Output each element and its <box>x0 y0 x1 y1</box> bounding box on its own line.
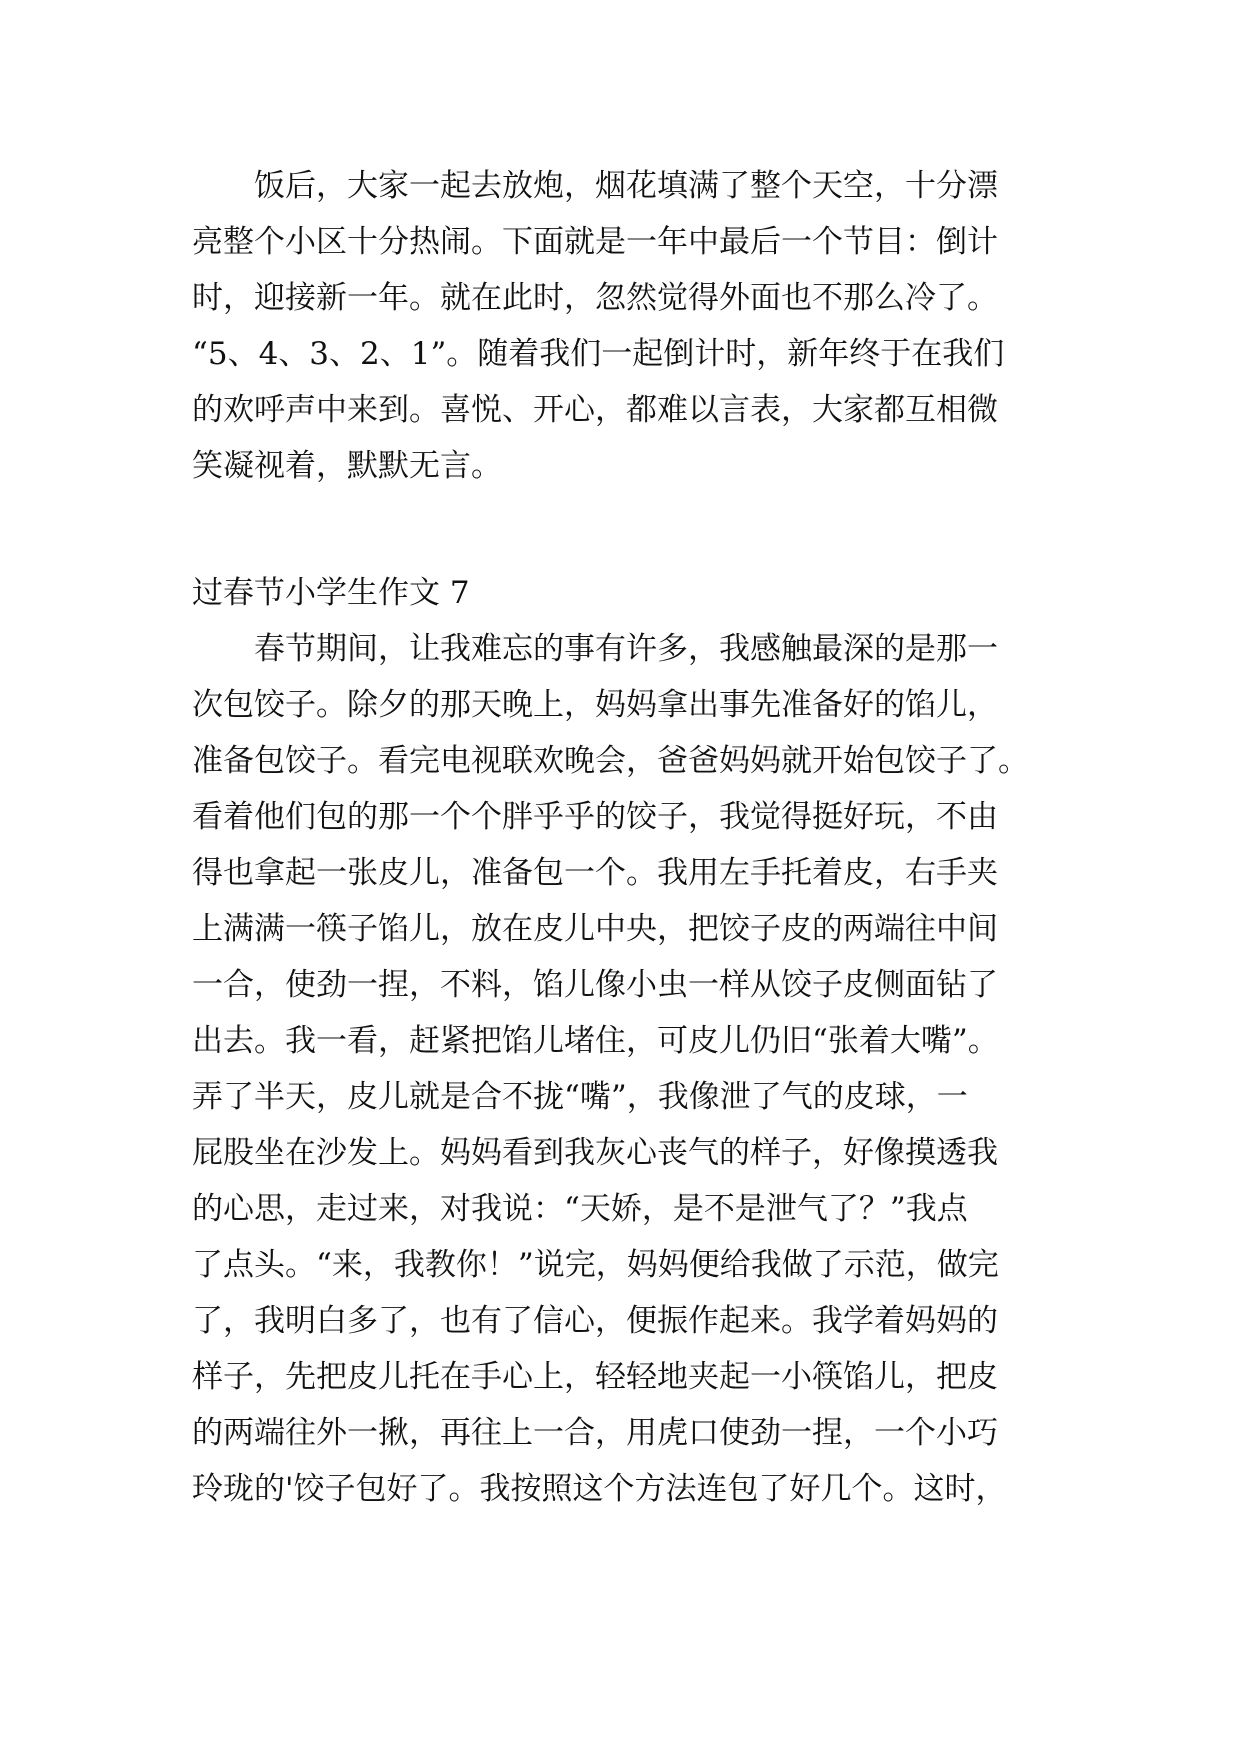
text-line: 了点头。“来，我教你！”说完，妈妈便给我做了示范，做完 <box>192 1247 999 1283</box>
text-line: 样子，先把皮儿托在手心上，轻轻地夹起一小筷馅儿，把皮 <box>192 1359 998 1395</box>
text-line: 饭后，大家一起去放炮，烟花填满了整个天空，十分漂 <box>192 168 998 204</box>
text-line: 次包饺子。除夕的那天晚上，妈妈拿出事先准备好的馅儿， <box>192 687 998 723</box>
text-line: 的欢呼声中来到。喜悦、开心，都难以言表，大家都互相微 <box>192 392 998 428</box>
text-line: 时，迎接新一年。就在此时，忽然觉得外面也不那么冷了。 <box>192 280 998 316</box>
paragraph-fireworks <box>192 158 1072 494</box>
text-line: 的两端往外一揪，再往上一合，用虎口使劲一捏，一个小巧 <box>192 1415 998 1451</box>
text-line: 的心思，走过来，对我说：“天娇，是不是泄气了？”我点 <box>192 1191 968 1227</box>
text-line: 准备包饺子。看完电视联欢晚会，爸爸妈妈就开始包饺子了。 <box>192 743 1029 779</box>
text-line: 笑凝视着，默默无言。 <box>192 448 502 484</box>
text-line: 看着他们包的那一个个胖乎乎的饺子，我觉得挺好玩，不由 <box>192 799 998 835</box>
text-line: 了，我明白多了，也有了信心，便振作起来。我学着妈妈的 <box>192 1303 998 1339</box>
text-line: 玲珑的'饺子包好了。我按照这个方法连包了好几个。这时， <box>192 1471 1007 1507</box>
text-line: 一合，使劲一捏，不料，馅儿像小虫一样从饺子皮侧面钻了 <box>192 967 998 1003</box>
paragraph-dumplings <box>192 621 1072 1517</box>
text-line: 亮整个小区十分热闹。下面就是一年中最后一个节目：倒计 <box>192 224 998 260</box>
text-line: 得也拿起一张皮儿，准备包一个。我用左手托着皮，右手夹 <box>192 855 998 891</box>
text-line: 出去。我一看，赶紧把馅儿堵住，可皮儿仍旧“张着大嘴”。 <box>192 1023 999 1059</box>
text-line: 屁股坐在沙发上。妈妈看到我灰心丧气的样子，好像摸透我 <box>192 1135 998 1171</box>
text-line: 上满满一筷子馅儿，放在皮儿中央，把饺子皮的两端往中间 <box>192 911 998 947</box>
section-title: 过春节小学生作文 7 <box>192 575 470 611</box>
text-line: 弄了半天，皮儿就是合不拢“嘴”，我像泄了气的皮球，一 <box>192 1079 968 1115</box>
text-line: “5、4、3、2、1”。随着我们一起倒计时，新年终于在我们 <box>192 336 1005 372</box>
text-line: 春节期间，让我难忘的事有许多，我感触最深的是那一 <box>192 631 998 667</box>
